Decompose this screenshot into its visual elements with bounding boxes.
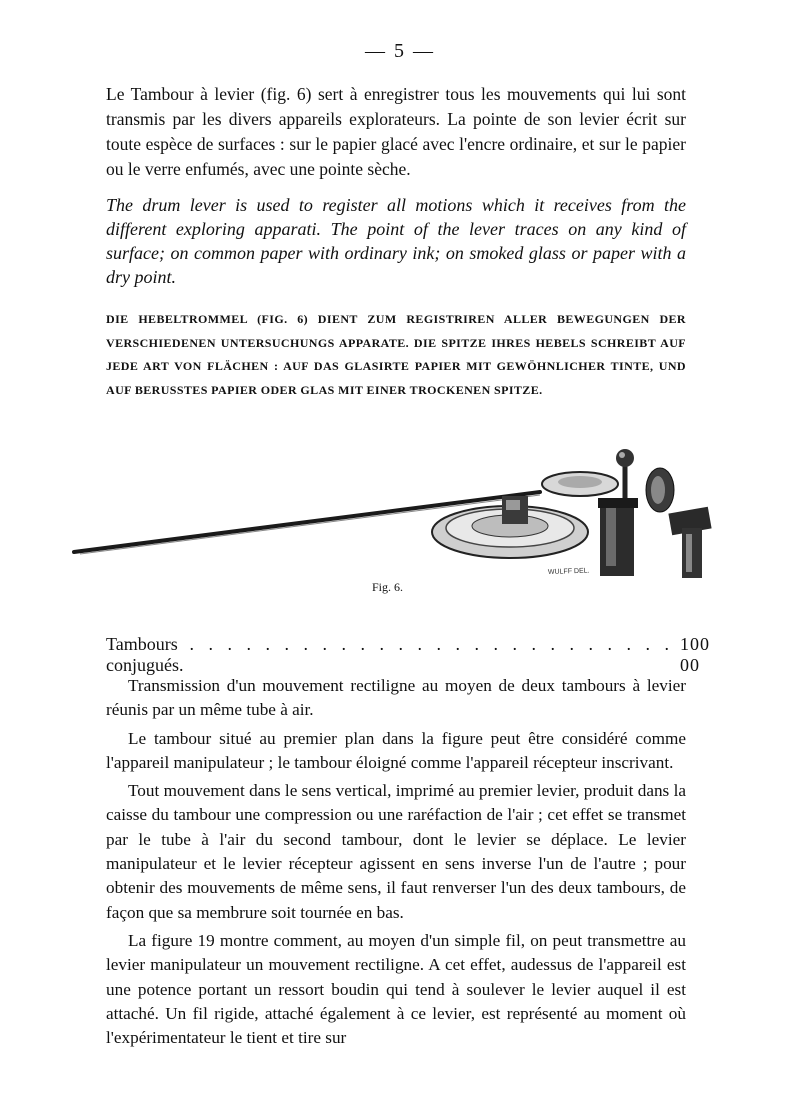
body-paragraph: La figure 19 montre comment, au moyen d'un simple fil, on peut transmettre au levier manipulateur un mouvement rectiligne. A cet effet, audessus de l'appareil est une potence portant un ressort boudin qui tend à soulever le levier auquel il est attaché. Un fil rigide, attaché également à ce levier, est représenté au moment où l'expérimentateur le tient et tire sur: [106, 930, 686, 1048]
french-intro-paragraph: Le Tambour à levier (fig. 6) sert à enregistrer tous les mouvements qui lui sont transmis par les divers appareils explorateurs. La pointe de son levier écrit sur toute espèce de surfaces : sur le papier glacé avec l'encre ordinaire, et sur le papier ou le verre enfumés, avec une pointe sèche.: [106, 84, 686, 179]
german-paragraph: DIE HEBELTROMMEL (FIG. 6) DIENT ZUM REGISTRIREN ALLER BEWEGUNGEN DER VERSCHIEDENEN UNTERSUCHUNGS APPARATE. DIE SPITZE IHRES HEBELS SCHREIBT AUF JEDE ART VON FLÄCHEN : AUF DAS GLASIRTE PAPIER MIT GEWÖHNLICHER TINTE, UND AUF BERUSSTES PAPIER ODER GLAS MIT EINER TROCKENEN SPITZE.: [106, 312, 686, 397]
listing-price: 100 00: [679, 634, 710, 675]
support-column: [600, 498, 634, 576]
engraver-signature: WULFF DEL.: [547, 567, 590, 576]
english-paragraph: The drum lever is used to register all motions which it receives from the different exploring apparati. The point of the lever traces on any kind of surface; on common paper with ordinary ink; on smoked glass or paper with a dry point.: [106, 195, 686, 287]
catalog-listing: [106, 634, 710, 676]
body-paragraph: Tout mouvement dans le sens vertical, imprimé au premier levier, produit dans la caisse du tambour une compression ou une raréfaction de l'air ; cet effet se transmet par le tube à l'air du second tambour, dont le levier se déplace. Le levier manipulateur et le levier récepteur agissent en sens inverse l'un de l'autre ; pour obtenir des mouvements de même sens, il faut renverser l'un des deux tambours, de façon que sa membrure soit tournée en bas.: [106, 781, 686, 922]
knob: [616, 449, 634, 467]
figure-caption: Fig. 6.: [372, 580, 404, 594]
drum-lever-illustration: [70, 440, 730, 590]
body-paragraph: Transmission d'un mouvement rectiligne au moyen de deux tambours à levier réunis par un même tube à air.: [106, 676, 686, 720]
body-paragraph: Le tambour situé au premier plan dans la figure peut être considéré comme l'appareil manipulateur ; le tambour éloigné comme l'appareil récepteur inscrivant.: [106, 728, 686, 772]
listing-item-name: Tambours conjugués.: [106, 634, 184, 675]
description-body: [106, 674, 686, 1054]
listing-leader-dots: . . . . . . . . . . . . . . . . . . . . . . . . . .: [189, 634, 674, 654]
figure-drum-lever: [70, 440, 730, 590]
page-number: — 5 —: [365, 40, 435, 62]
